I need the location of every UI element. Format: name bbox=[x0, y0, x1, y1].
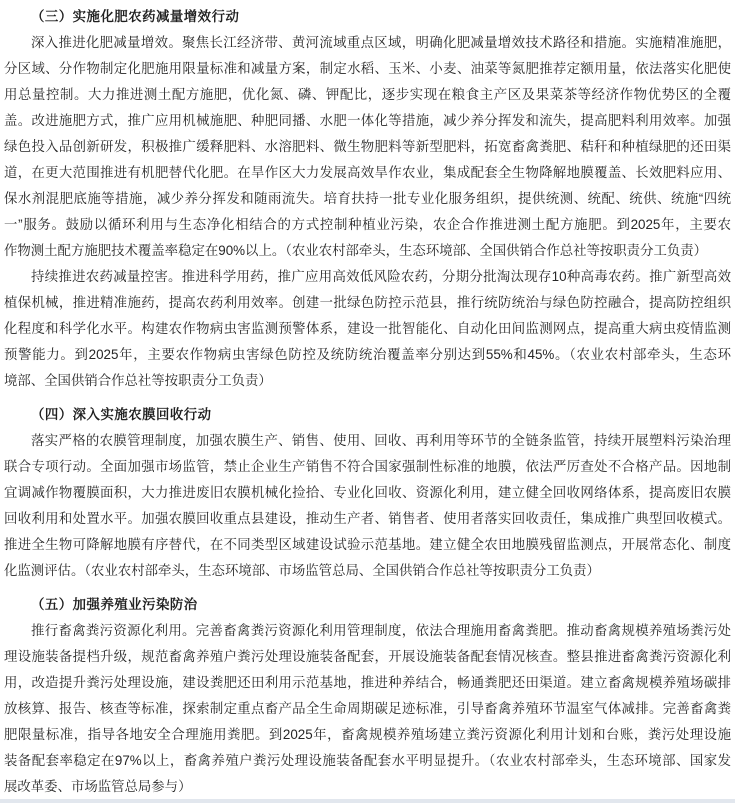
paragraph bbox=[4, 618, 731, 800]
text-line: 用，改造提升粪污处理设施，建设粪肥还田利用示范基地，推进种养结合，畅通粪肥还田渠道。建立畜禽规模养殖场碳排 bbox=[4, 675, 731, 690]
section-1 bbox=[4, 4, 731, 394]
text-line: 回收利用和处置水平。加强农膜回收重点县建设，推动生产者、销售者、使用者落实回收责任，集成推广典型回收模式。 bbox=[4, 511, 731, 526]
bottom-divider bbox=[0, 799, 735, 803]
text-line: 展改革委、市场监管总局参与） bbox=[4, 779, 192, 794]
text-line: 持续推进农药减量控害。推进科学用药，推广应用高效低风险农药，分期分批淘汰现存10种高毒农药。推广新型高效 bbox=[31, 269, 731, 284]
section-heading: （四）深入实施农膜回收行动 bbox=[31, 407, 212, 422]
text-line: 放核算、报告、核查等标准，探索制定重点畜产品全生命周期碳足迹标准，引导畜禽养殖环节温室气体减排。完善畜禽粪 bbox=[4, 701, 731, 716]
paragraph bbox=[4, 428, 731, 584]
section-2 bbox=[4, 402, 731, 584]
text-line: 道，在更大范围推进有机肥替代化肥。在旱作区大力发展高效旱作农业，集成配套全生物降解地膜覆盖、长效肥料应用、 bbox=[4, 165, 731, 180]
text-line: 宜调减作物覆膜面积，大力推进废旧农膜机械化捡拾、专业化回收、资源化利用，建立健全回收网络体系，提高废旧农膜 bbox=[4, 485, 731, 500]
text-line: 境部、全国供销合作总社等按职责分工负责） bbox=[4, 373, 272, 388]
text-line: 盖。改进施肥方式，推广应用机械施肥、种肥同播、水肥一体化等措施，减少养分挥发和流失，提高肥料利用效率。加强 bbox=[4, 113, 731, 128]
text-line: 绿色投入品创新研发，积极推广缓释肥料、水溶肥料、微生物肥料等新型肥料，拓宽畜禽粪肥、秸秆和种植绿肥的还田渠 bbox=[4, 139, 731, 154]
text-line: 落实严格的农膜管理制度，加强农膜生产、销售、使用、回收、再利用等环节的全链条监管，持续开展塑料污染治理 bbox=[31, 433, 731, 448]
section-heading: （五）加强养殖业污染防治 bbox=[31, 597, 198, 612]
text-line: 深入推进化肥减量增效。聚焦长江经济带、黄河流域重点区域，明确化肥减量增效技术路径和措施。实施精准施肥， bbox=[31, 35, 731, 50]
text-line: 预警能力。到2025年，主要农作物病虫害绿色防控及统防统治覆盖率分别达到55%和45%。（农业农村部牵头，生态环 bbox=[4, 347, 731, 362]
text-line: 推进全生物可降解地膜有序替代，在不同类型区域建设试验示范基地。建立健全农田地膜残留监测点，开展常态化、制度 bbox=[4, 537, 731, 552]
text-line: 一”服务。鼓励以循环利用与生态净化相结合的方式控制种植业污染，农企合作推进测土配方施肥。到2025年，主要农 bbox=[4, 217, 731, 232]
text-line: 分区域、分作物制定化肥施用限量标准和减量方案，制定水稻、玉米、小麦、油菜等氮肥推荐定额用量，依法落实化肥使 bbox=[4, 61, 731, 76]
paragraph bbox=[4, 264, 731, 394]
paragraph bbox=[4, 30, 731, 264]
text-line: 肥限量标准，指导各地安全合理施用粪肥。到2025年，畜禽规模养殖场建立粪污资源化利用计划和台账，粪污处理设施 bbox=[4, 727, 731, 742]
text-line: 联合专项行动。全面加强市场监管，禁止企业生产销售不符合国家强制性标准的地膜，依法严厉查处不合格产品。因地制 bbox=[4, 459, 731, 474]
text-line: 化监测评估。（农业农村部牵头，生态环境部、市场监管总局、全国供销合作总社等按职责分工负责） bbox=[4, 563, 600, 578]
text-line: 用总量控制。大力推进测土配方施肥，优化氮、磷、钾配比，逐步实现在粮食主产区及果菜茶等经济作物优势区的全覆 bbox=[4, 87, 731, 102]
text-line: 化程度和科学化水平。构建农作物病虫害监测预警体系，建设一批智能化、自动化田间监测网点，提高重大病虫疫情监测 bbox=[4, 321, 731, 336]
text-line: 理设施装备提档升级，规范畜禽养殖户粪污处理设施装备配套，开展设施装备配套情况核查。整县推进畜禽粪污资源化利 bbox=[4, 649, 731, 664]
text-line: 保水剂混肥底施等措施，减少养分挥发和随雨流失。培育扶持一批专业化服务组织，提供统测、统配、统供、统施“四统 bbox=[4, 191, 731, 206]
text-line: 植保机械，推进精准施药，提高农药利用效率。创建一批绿色防控示范县，推行统防统治与绿色防控融合，提高防控组织 bbox=[4, 295, 731, 310]
text-line: 作物测土配方施肥技术覆盖率稳定在90%以上。（农业农村部牵头，生态环境部、全国供销合作总社等按职责分工负责） bbox=[4, 243, 708, 258]
text-line: 装备配套率稳定在97%以上，畜禽养殖户粪污处理设施装备配套水平明显提升。（农业农村部牵头，生态环境部、国家发 bbox=[4, 753, 731, 768]
section-heading: （三）实施化肥农药减量增效行动 bbox=[31, 9, 240, 24]
section-3 bbox=[4, 592, 731, 800]
text-line: 推行畜禽粪污资源化利用。完善畜禽粪污资源化利用管理制度，依法合理施用畜禽粪肥。推动畜禽规模养殖场粪污处 bbox=[31, 623, 731, 638]
